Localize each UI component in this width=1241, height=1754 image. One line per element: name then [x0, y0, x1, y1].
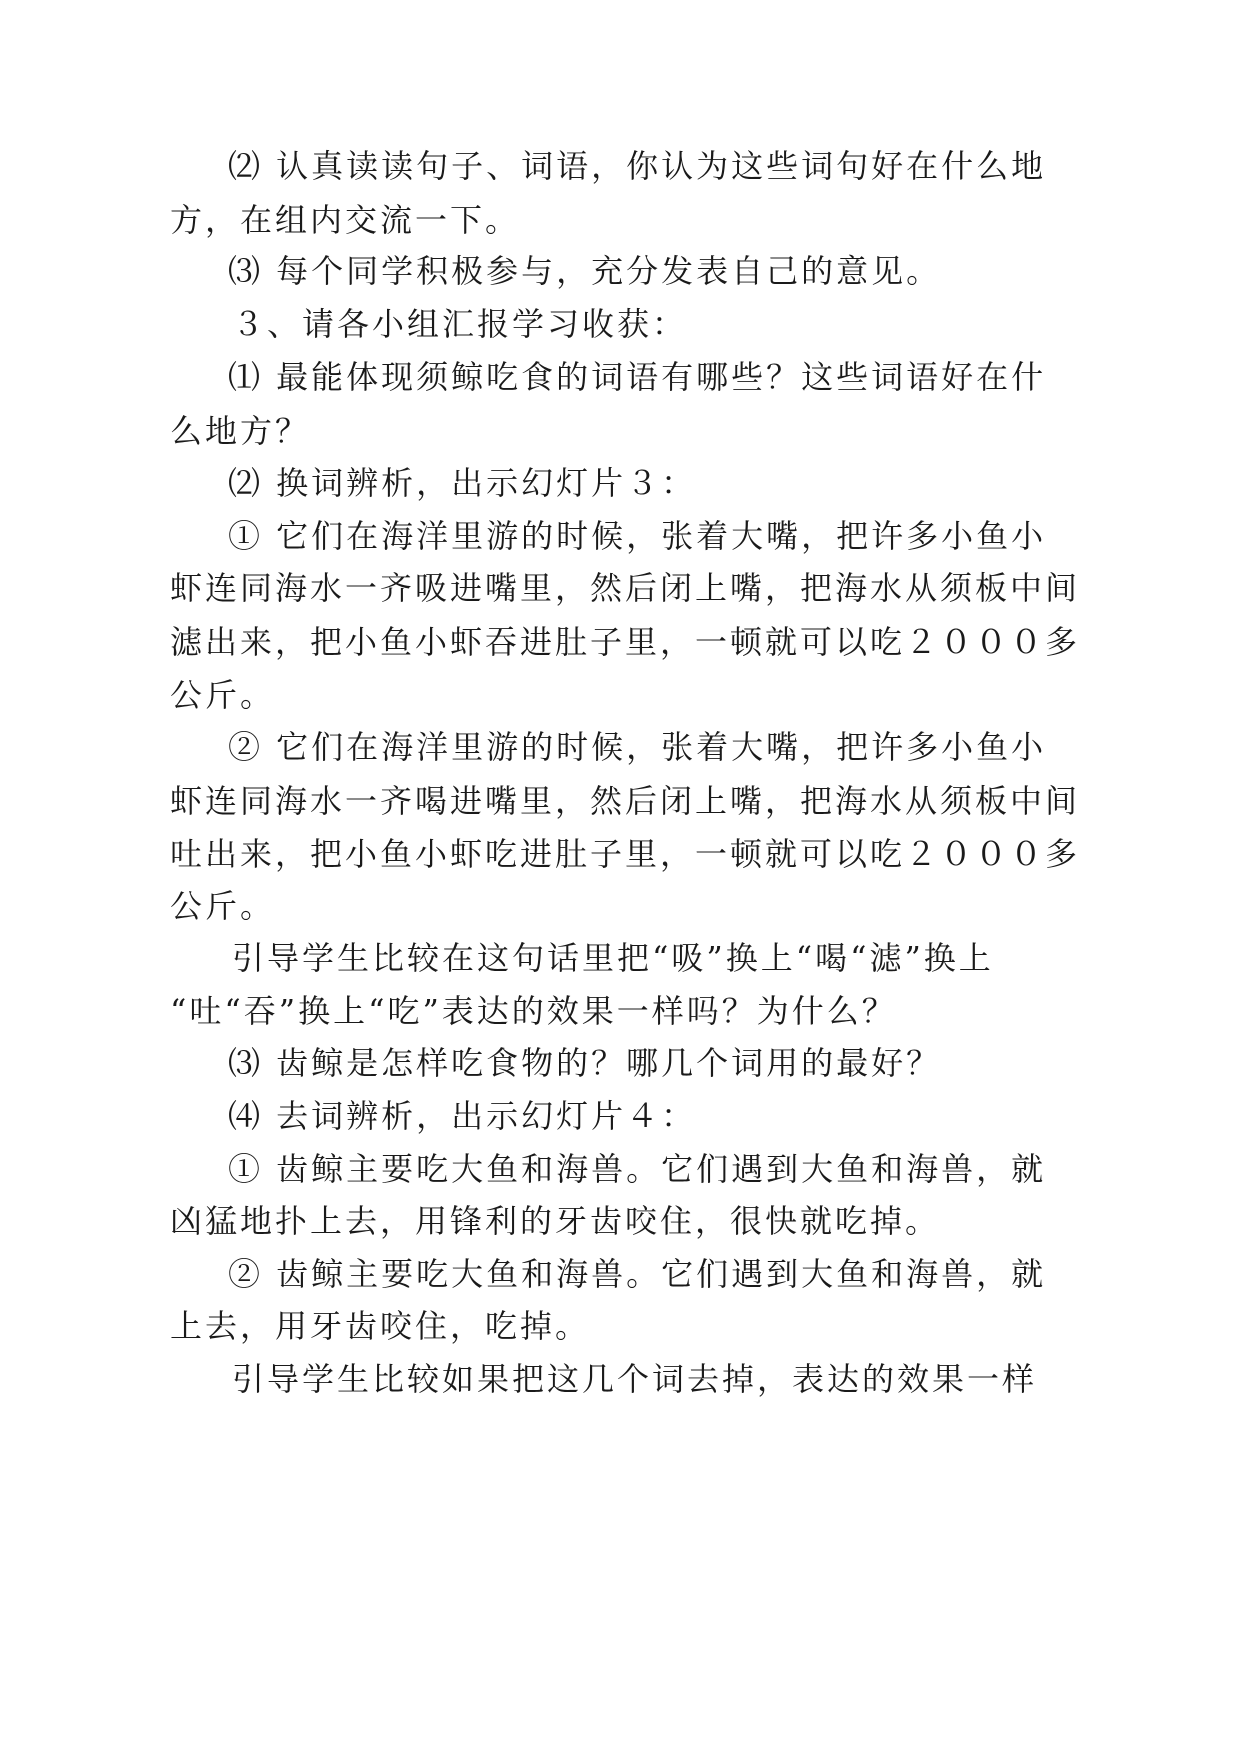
text-line: 公斤。: [170, 676, 276, 714]
text-line: 滤出来，把小鱼小虾吞进肚子里，一顿就可以吃２０００多: [170, 623, 1081, 661]
text-line: 凶猛地扑上去，用锋利的牙齿咬住，很快就吃掉。: [170, 1202, 941, 1240]
text-line: 吐出来，把小鱼小虾吃进肚子里，一顿就可以吃２０００多: [170, 835, 1081, 873]
text-line: ① 齿鲸主要吃大鱼和海兽。它们遇到大鱼和海兽，就: [228, 1150, 1047, 1188]
text-line: ① 它们在海洋里游的时候，张着大嘴，把许多小鱼小: [228, 517, 1047, 555]
text-line: ⑵ 换词辨析，出示幻灯片３：: [228, 464, 697, 502]
text-line: 引导学生比较如果把这几个词去掉，表达的效果一样: [232, 1360, 1038, 1398]
text-line: ⑴ 最能体现须鲸吃食的词语有哪些？这些词语好在什: [228, 358, 1047, 396]
text-line: ⑶ 齿鲸是怎样吃食物的？哪几个词用的最好？: [228, 1044, 942, 1082]
text-line: 上去，用牙齿咬住，吃掉。: [170, 1307, 591, 1345]
text-line: “吐“吞”换上“吃”表达的效果一样吗？为什么？: [170, 992, 897, 1030]
text-line: ３、请各小组汇报学习收获：: [232, 305, 688, 343]
text-line: ② 齿鲸主要吃大鱼和海兽。它们遇到大鱼和海兽，就: [228, 1255, 1047, 1293]
text-line: 引导学生比较在这句话里把“吸”换上“喝“滤”换上: [232, 939, 994, 977]
text-line: 虾连同海水一齐喝进嘴里，然后闭上嘴，把海水从须板中间: [170, 782, 1081, 820]
text-line: 虾连同海水一齐吸进嘴里，然后闭上嘴，把海水从须板中间: [170, 569, 1081, 607]
text-line: 方，在组内交流一下。: [170, 201, 521, 239]
text-line: ⑶ 每个同学积极参与，充分发表自己的意见。: [228, 252, 942, 290]
text-line: ② 它们在海洋里游的时候，张着大嘴，把许多小鱼小: [228, 728, 1047, 766]
text-line: 公斤。: [170, 887, 276, 925]
text-line: 么地方？: [170, 412, 311, 450]
text-line: ⑷ 去词辨析，出示幻灯片４：: [228, 1097, 697, 1135]
text-line: ⑵ 认真读读句子、词语，你认为这些词句好在什么地: [228, 147, 1047, 185]
